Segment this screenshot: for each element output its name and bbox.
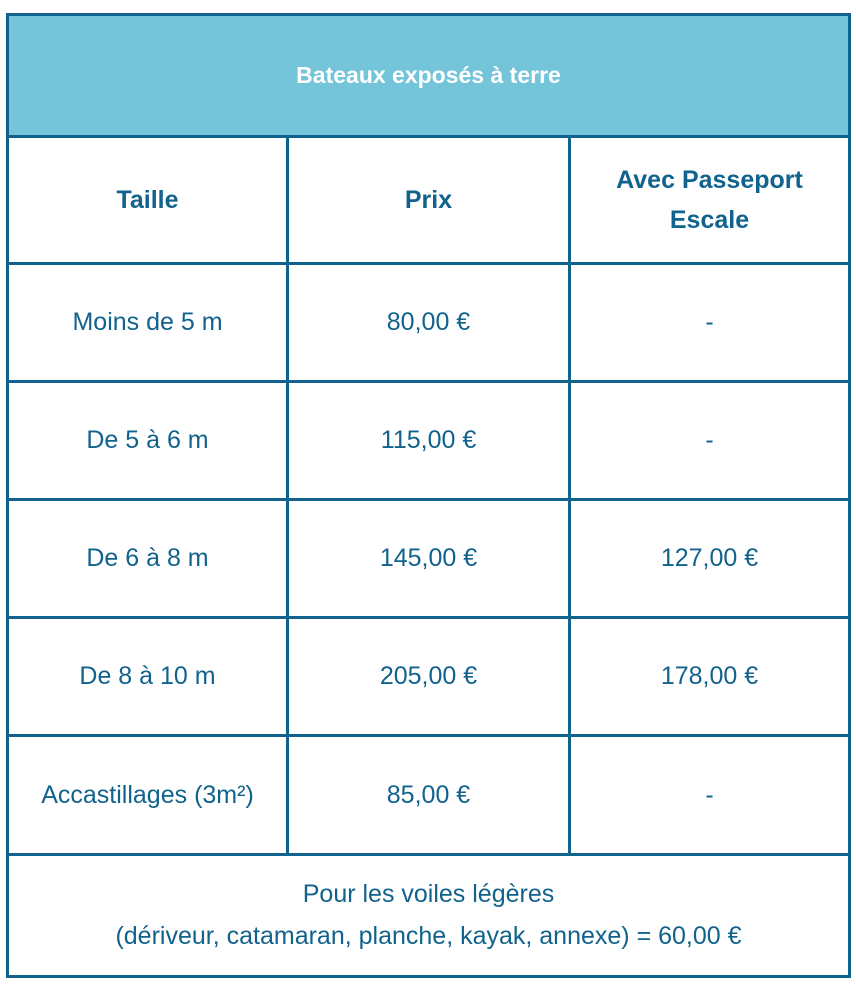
table-title: Bateaux exposés à terre: [9, 16, 848, 138]
header-price: Prix: [289, 138, 571, 262]
footer-line1: Pour les voiles légères: [302, 880, 555, 909]
price-cell: 80,00 €: [289, 265, 571, 380]
passport-cell: -: [705, 308, 714, 336]
table-row: [9, 380, 848, 498]
header-row: [9, 138, 848, 262]
table-row: [9, 616, 848, 734]
size-cell: De 8 à 10 m: [9, 619, 289, 734]
price-cell: 115,00 €: [289, 383, 571, 498]
size-cell: De 6 à 8 m: [9, 501, 289, 616]
price-cell: 85,00 €: [289, 737, 571, 853]
size-cell: De 5 à 6 m: [9, 383, 289, 498]
footer-line2: (dériveur, catamaran, planche, kayak, annexe) = 60,00 €: [115, 921, 742, 950]
size-cell: Moins de 5 m: [9, 265, 289, 380]
price-table: [6, 13, 851, 978]
passport-cell: -: [705, 780, 714, 809]
header-passport: [571, 138, 848, 262]
price-cell: 145,00 €: [289, 501, 571, 616]
footer-note: [9, 853, 848, 975]
price-grid: [9, 138, 848, 853]
table-row: [9, 498, 848, 616]
size-cell: Accastillages (3m²): [9, 737, 289, 853]
price-cell: 205,00 €: [289, 619, 571, 734]
passport-cell: 178,00 €: [660, 662, 759, 690]
header-passport-line2: Escale: [669, 206, 750, 234]
passport-cell: 127,00 €: [660, 544, 759, 572]
table-row: [9, 262, 848, 380]
header-size: Taille: [9, 138, 289, 262]
header-passport-line1: Avec Passeport: [616, 166, 803, 194]
passport-cell: -: [705, 426, 714, 454]
table-row: [9, 734, 848, 853]
